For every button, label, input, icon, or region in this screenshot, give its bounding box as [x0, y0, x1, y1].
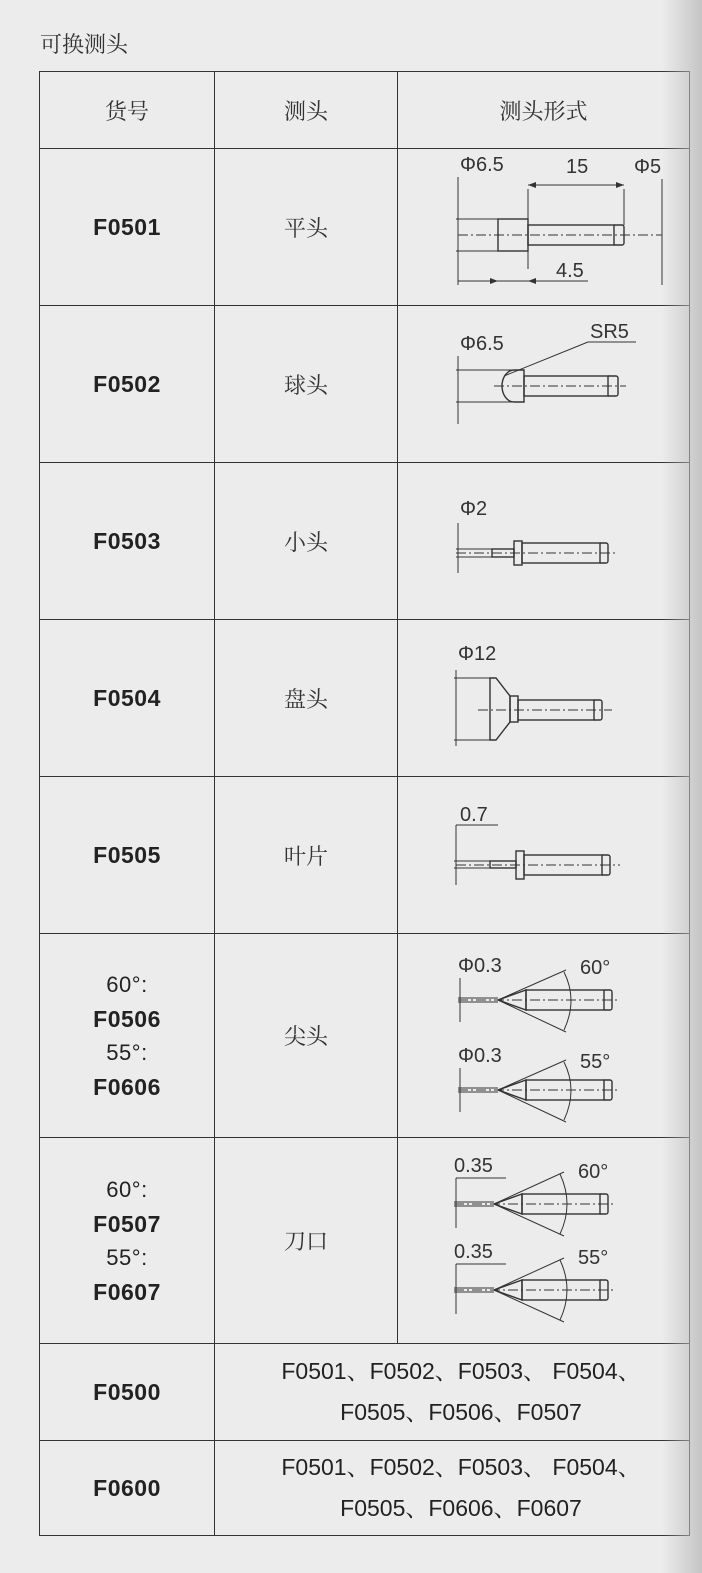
item-code: F0504: [40, 620, 215, 777]
dim-label: 4.5: [556, 260, 584, 282]
table-row: [40, 306, 690, 463]
kit-contents: [215, 1344, 690, 1441]
flat-probe-drawing: [398, 149, 690, 305]
kit-contents: [215, 1441, 690, 1536]
dim-label: Φ6.5: [460, 333, 504, 355]
dim-label: Φ12: [458, 643, 497, 665]
small-probe-drawing: [398, 463, 690, 619]
dim-label: 55°: [578, 1247, 609, 1269]
probe-drawing-cell: [398, 463, 690, 620]
dim-label: Φ2: [460, 498, 488, 520]
dim-label: Φ0.3: [458, 955, 502, 977]
dim-label: Φ6.5: [460, 154, 504, 176]
table-row: [40, 1441, 690, 1536]
probe-type: 平头: [215, 149, 398, 306]
page-title: 可换测头: [40, 33, 129, 58]
probe-drawing-cell: [398, 620, 690, 777]
table-row: [40, 1344, 690, 1441]
item-codes: [40, 968, 214, 1104]
item-code: F0502: [40, 306, 215, 463]
probe-type: 叶片: [215, 777, 398, 934]
item-code: F0607: [93, 1278, 161, 1305]
probe-type: 小头: [215, 463, 398, 620]
angle-label: 60°:: [106, 1176, 148, 1202]
kit-code: F0500: [40, 1344, 215, 1441]
table-row: [40, 620, 690, 777]
probe-drawing-cell: [398, 149, 690, 306]
angle-label: 60°:: [106, 971, 148, 997]
table-row: [40, 463, 690, 620]
header-probe: 测头: [215, 72, 398, 149]
blade-probe-drawing: [398, 777, 690, 933]
dim-label: Φ0.3: [458, 1045, 502, 1067]
table-header-row: [40, 72, 690, 149]
kit-code: F0600: [40, 1441, 215, 1536]
item-code: F0506: [93, 1005, 161, 1032]
angle-label: 55°:: [106, 1039, 148, 1065]
dim-label: 0.7: [460, 804, 488, 826]
dim-label: 0.35: [454, 1155, 493, 1177]
header-form: 测头形式: [398, 72, 690, 149]
table-row: [40, 149, 690, 306]
angle-label: 55°:: [106, 1244, 148, 1270]
ball-probe-drawing: [398, 306, 690, 462]
dim-label: SR5: [590, 321, 629, 343]
item-code-cell: [40, 934, 215, 1138]
item-codes: [40, 1173, 214, 1309]
table-row: [40, 1138, 690, 1344]
header-item-no: 货号: [40, 72, 215, 149]
pointed-probe-drawing: [398, 934, 690, 1137]
kit-contents-line: F0501、F0502、F0503、 F0504、: [281, 1454, 641, 1480]
probe-table: [39, 71, 690, 1536]
item-code: F0501: [40, 149, 215, 306]
table-row: [40, 934, 690, 1138]
probe-drawing-cell: [398, 934, 690, 1138]
probe-type: 球头: [215, 306, 398, 463]
item-code: F0507: [93, 1210, 161, 1237]
item-code: F0505: [40, 777, 215, 934]
probe-drawing-cell: [398, 306, 690, 463]
probe-drawing-cell: [398, 777, 690, 934]
probe-type: 刀口: [215, 1138, 398, 1344]
dim-label: 15: [566, 156, 589, 178]
dim-label: 60°: [580, 957, 611, 979]
kit-contents-line: F0501、F0502、F0503、 F0504、: [281, 1358, 641, 1384]
probe-drawing-cell: [398, 1138, 690, 1344]
dim-label: 0.35: [454, 1241, 493, 1263]
dim-label: 60°: [578, 1161, 609, 1183]
dim-label: Φ5: [634, 156, 662, 178]
knife-edge-probe-drawing: [398, 1138, 690, 1343]
disc-probe-drawing: [398, 620, 690, 776]
dim-label: 55°: [580, 1051, 611, 1073]
item-code: F0606: [93, 1073, 161, 1100]
kit-contents-line: F0505、F0506、F0507: [340, 1399, 582, 1425]
item-code-cell: [40, 1138, 215, 1344]
item-code: F0503: [40, 463, 215, 620]
probe-type: 盘头: [215, 620, 398, 777]
table-row: [40, 777, 690, 934]
kit-contents-line: F0505、F0606、F0607: [340, 1495, 582, 1521]
probe-type: 尖头: [215, 934, 398, 1138]
